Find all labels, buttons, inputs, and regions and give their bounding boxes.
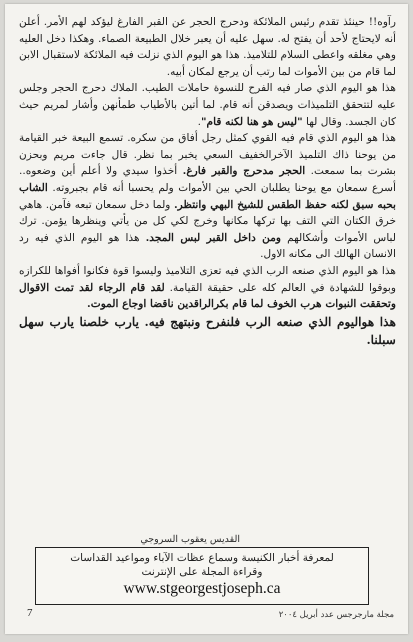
paragraph-2: هذا هو اليوم الذي صار فيه الفرح للنسوة حاملات الطيب. الملاك دحرج الحجر وجلس عليه لتتحقق التلميذات ويصدقن أنه قام. لما أتين بالأطياب طمأنهن وأشار لمريم حيث كان الجسد. وقال لها "ليس هو هنا لكنه قام". — [19, 82, 396, 128]
info-line-2: وقراءة المجلة على الإنترنت — [141, 566, 263, 578]
page-number: 7 — [27, 607, 33, 619]
emphasized-phrase: الشاب بحبه سبق لكنه حفظ الطقس للشيخ البهي وانتظر. — [19, 181, 397, 211]
emphasized-phrase: ومن داخل القبر لبس المجد. — [145, 231, 282, 244]
info-line-1: لمعرفة أخبار الكنيسة وسماع عظات الآباء ومواعيد القداسات — [70, 552, 334, 564]
article-body — [19, 14, 396, 349]
website-info-box — [35, 547, 369, 605]
footer-caption: مجلة مارجرجس عدد أبريل ٢٠٠٤ — [278, 610, 394, 620]
paragraph-4: هذا هو اليوم الذي صنعه الرب الذي فيه تعزى التلاميذ وليسوا قوة فكانوا أفواها للكرازه وبوقوا للشهادة في العالم كله على حقيقة القيامة. لقد قام الرجاء لقد تمت الاقوال وتحققت النبوات هرب الخوف لما قام بكرالراقدين ناقضا اوجاع الموت. — [19, 264, 396, 311]
emphasized-phrase: "ليس هو هنا لكنه قام" — [201, 115, 303, 128]
paragraph-3: هذا هو اليوم الذي قام فيه القوي كمثل رجل أفاق من سكره. تسمع البيعة خبر القيامة من يوحنا ذاك التلميذ الآخرالخفيف السعي يخبر بما نظر. قال جاءت مريم وبحزن بشرت بما سمعت. الحجر مدحرج والقبر فارغ. أخذوا سيدي ولا أعلم أين وضعوه.. أسرع سمعان مع يوحنا يطلبان الحي بين الأموات ولم يحسبا أنه قام بجبروته. الشاب بحبه سبق لكنه حفظ الطقس للشيخ البهي وانتظر. ولما دخل سمعان تبعه فآمن. هاهي خرق الكتان التي التف بها تركها مكانها وخرج لكي كل من يأتي وينظرها يؤمن. ترك لباس الأموات وأشكالهم ومن داخل القبر لبس المجد. هذا هو اليوم الذي فيه رد الانسان الهالك الى مكانه الاول. — [19, 132, 397, 261]
emphasized-phrase: الحجر مدحرج والقبر فارغ. — [182, 165, 306, 178]
paragraph-1: رآوه!! حينئذ تقدم رئيس الملائكة ودحرج الحجر عن القبر الفارغ ليؤكد لهم الأمر. أعلن أنه لايحتاج لأحد أن يفتح له. سهل عليه أن يعبر خلال الطبيعة الصماء. وهكذا دخل العليه وهي مغلقه واعطى السلام للتلاميذ. هذا هو اليوم الذي نزلت فيه الملائكة لاستقبال الابن لما قام من بين الأموات لما رتب أن يرجع لمكان أبيه. — [19, 16, 396, 78]
magazine-page — [5, 4, 408, 634]
author-signature: القديس يعقوب السروجي — [140, 534, 240, 545]
emphasized-phrase: لقد قام الرجاء لقد تمت الاقوال وتحققت النبوات هرب الخوف لما قام بكرالراقدين ناقضا اوجاع الموت. — [19, 281, 396, 311]
closing-prayer: هذا هواليوم الذي صنعه الرب فلنفرح ونبتهج فيه. يارب خلصنا يارب سهل سبلنا. — [19, 314, 396, 347]
website-url: www.stgeorgestjoseph.ca — [123, 580, 281, 597]
